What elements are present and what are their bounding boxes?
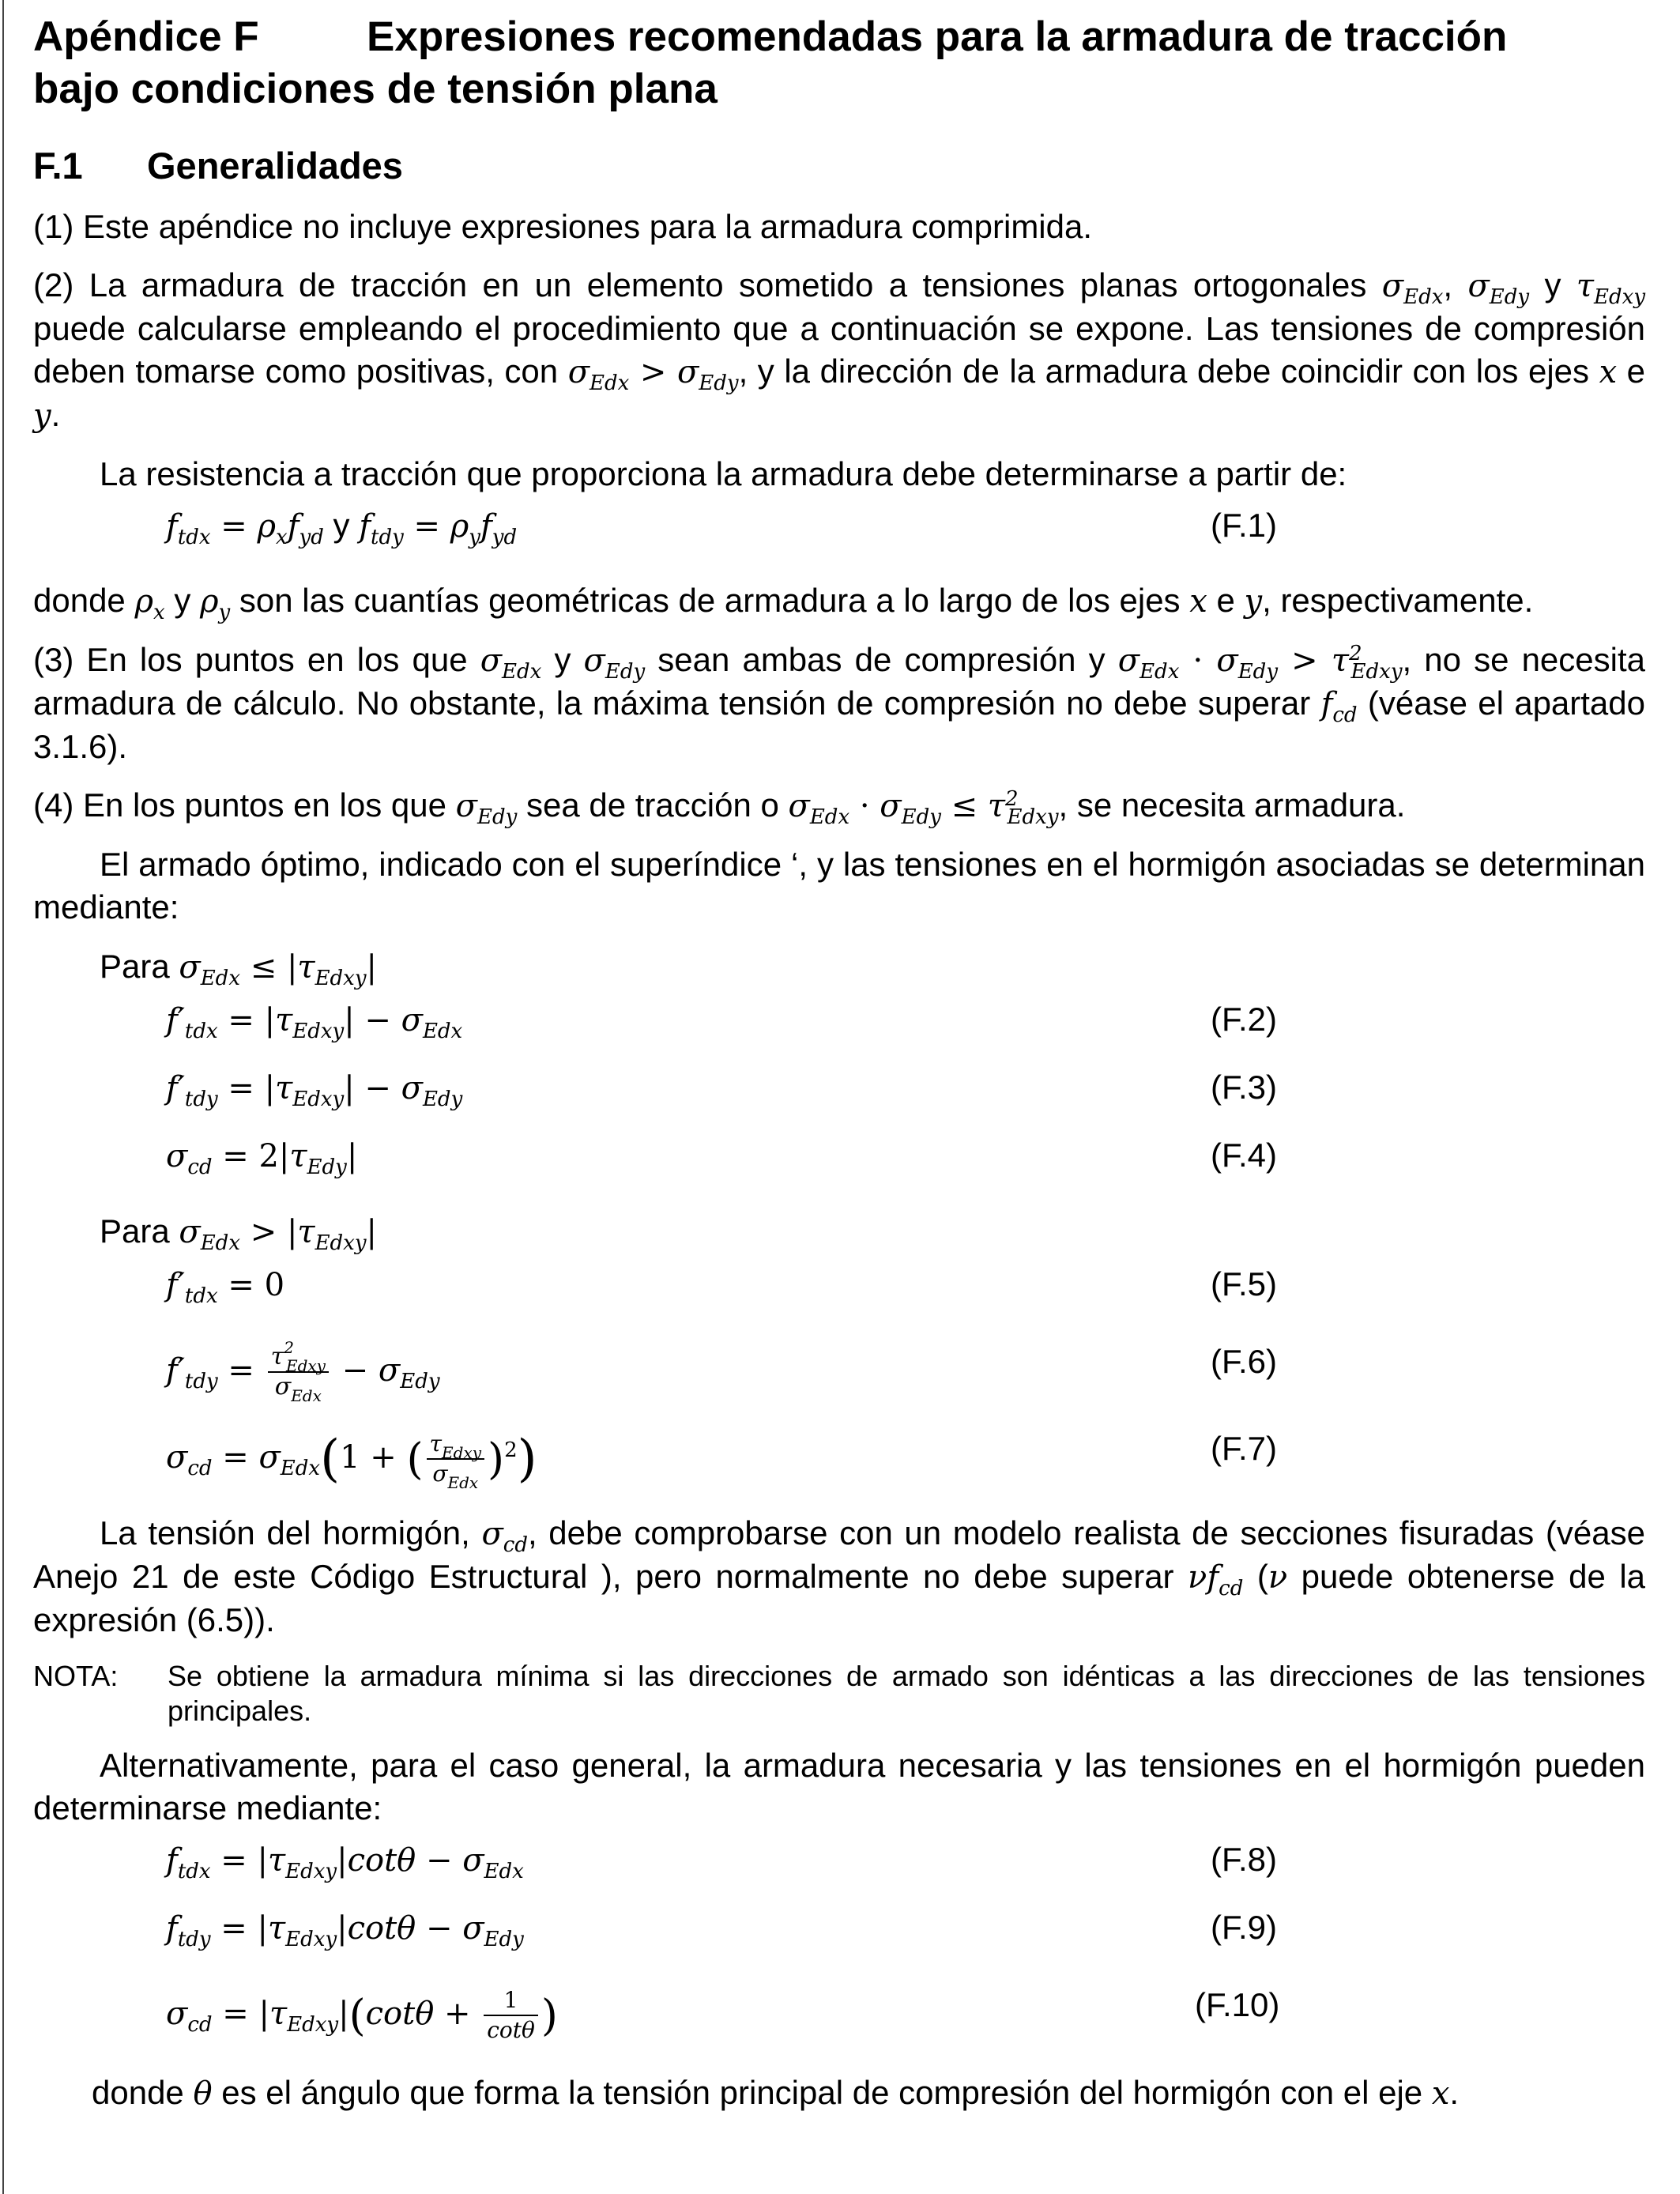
paragraph-8: La tensión del hormigón, $\sigma_{cd}$, debe comprobarse con un modelo realista de secciones fisuradas (véase Anejo 21 de este Código Estructural ), pero normalmente no debe superar $\nu f_{cd}$ (ν puede obtenerse de la expresión (6.5)). — [33, 1514, 1646, 1638]
appendix-title-line1: Expresiones recomendadas para la armadura de tracción — [367, 13, 1508, 60]
equation-number: (F.6) — [1211, 1343, 1277, 1380]
equation-number: (F.10) — [1195, 1986, 1280, 2023]
section-number: F.1 — [33, 145, 83, 187]
equation-number: (F.8) — [1211, 1841, 1277, 1878]
document-body — [33, 11, 1645, 2115]
equation-F7: $\sigma_{cd} = \sigma_{Edx}(1$ + ( $\frac{\tau_{Edxy}}{\sigma_{Edx}}$ )$^2$) (F.7) — [166, 1430, 1277, 1492]
equation-F5: $f'_{tdx} = 0$ (F.5) — [166, 1265, 1277, 1308]
appendix-title — [33, 11, 1645, 115]
equation-number: (F.3) — [1211, 1069, 1277, 1106]
condition-2: Para $\sigma_{Edx} > |\tau_{Edxy}|$ — [100, 1212, 378, 1255]
paragraph-10: donde θ es el ángulo que forma la tensión principal de compresión del hormigón con el eje x. — [92, 2074, 1460, 2112]
equation-F10: $\sigma_{cd} = |\tau_{Edxy}|(\cot\theta$ + $\frac{1}{\cot\theta}$ ) (F.10) — [166, 1986, 1280, 2043]
note-label: NOTA: — [33, 1660, 119, 1692]
note — [33, 1659, 1645, 1728]
equation-number: (F.5) — [1211, 1265, 1277, 1302]
paragraph-1: (1) Este apéndice no incluye expresiones para la armadura comprimida. — [33, 208, 1093, 245]
paragraph-6: (4) En los puntos en los que $\sigma_{Edy}$ sea de tracción o $\sigma_{Edx} \cdot \sigma_{Edy} \le \tau^2_{Edxy}$, se necesita armadura. — [33, 786, 1406, 829]
equation-F4: $\sigma_{cd} = 2|\tau_{Edy}|$ (F.4) — [166, 1137, 1277, 1179]
appendix-code: Apéndice F — [33, 13, 259, 60]
appendix-title-line2: bajo condiciones de tensión plana — [33, 66, 718, 112]
note-text: Se obtiene la armadura mínima si las direcciones de armado son idénticas a las direcciones de las tensiones principales. — [168, 1660, 1645, 1727]
equation-number: (F.9) — [1211, 1909, 1277, 1946]
equation-F9: $f_{tdy} = |\tau_{Edxy}|\cot\theta - \sigma_{Edy}$ (F.9) — [166, 1909, 1277, 1951]
equation-F8: $f_{tdx} = |\tau_{Edxy}|\cot\theta - \sigma_{Edx}$ (F.8) — [166, 1841, 1277, 1883]
paragraph-2: (2) La armadura de tracción en un elemento sometido a tensiones planas ortogonales $\sigma_{Edx}$, $\sigma_{Edy}$ y $\tau_{Edxy}$ puede calcularse empleando el procedimiento que a continuación se expone. Las tensiones de compresión deben tomarse como positivas, con $\sigma_{Edx} > \sigma_{Edy}$, y la dirección de la armadura debe coincidir con los ejes x e y. — [33, 266, 1646, 434]
equation-F3: $f'_{tdy} = |\tau_{Edxy}| - \sigma_{Edy}$ (F.3) — [166, 1069, 1277, 1111]
paragraph-9: Alternativamente, para el caso general, la armadura necesaria y las tensiones en el hormigón pueden determinarse mediante: — [33, 1747, 1645, 1826]
equation-number: (F.2) — [1211, 1001, 1277, 1038]
equation-number: (F.7) — [1211, 1430, 1277, 1467]
equation-F6: $f'_{tdy}$ = $\frac{\tau^2_{Edxy}}{\sigma_{Edx}}$ − $\sigma_{Edy}$ (F.6) — [166, 1338, 1277, 1405]
equation-number: (F.4) — [1211, 1137, 1277, 1174]
equation-F2: $f'_{tdx} = |\tau_{Edxy}| - \sigma_{Edx}$ (F.2) — [166, 1001, 1277, 1043]
paragraph-7: El armado óptimo, indicado con el superíndice ‘, y las tensiones en el hormigón asociadas se determinan mediante: — [33, 846, 1645, 925]
paragraph-5: (3) En los puntos en los que $\sigma_{Edx}$ y $\sigma_{Edy}$ sean ambas de compresión y $\sigma_{Edx} \cdot \sigma_{Edy} > \tau^2_{Edxy}$, no se necesita armadura de cálculo. No obstante, la máxima tensión de compresión no debe superar $f_{cd}$ (véase el apartado 3.1.6). — [33, 641, 1646, 765]
equation-number: (F.1) — [1211, 507, 1277, 544]
equation-F1: $f_{tdx} = \rho_xf_{yd}$ y $f_{tdy} = \rho_yf_{yd}$ (F.1) — [166, 507, 1277, 549]
paragraph-4: donde $\rho_x$ y $\rho_y$ son las cuantías geométricas de armadura a lo largo de los ejes x e y, respectivamente. — [33, 582, 1534, 624]
paragraph-3: La resistencia a tracción que proporciona la armadura debe determinarse a partir de: — [100, 455, 1347, 492]
section-heading — [33, 142, 1645, 190]
page-left-border — [2, 0, 4, 2194]
section-title: Generalidades — [147, 145, 403, 187]
condition-1: Para $\sigma_{Edx} \le |\tau_{Edxy}|$ — [100, 948, 378, 990]
